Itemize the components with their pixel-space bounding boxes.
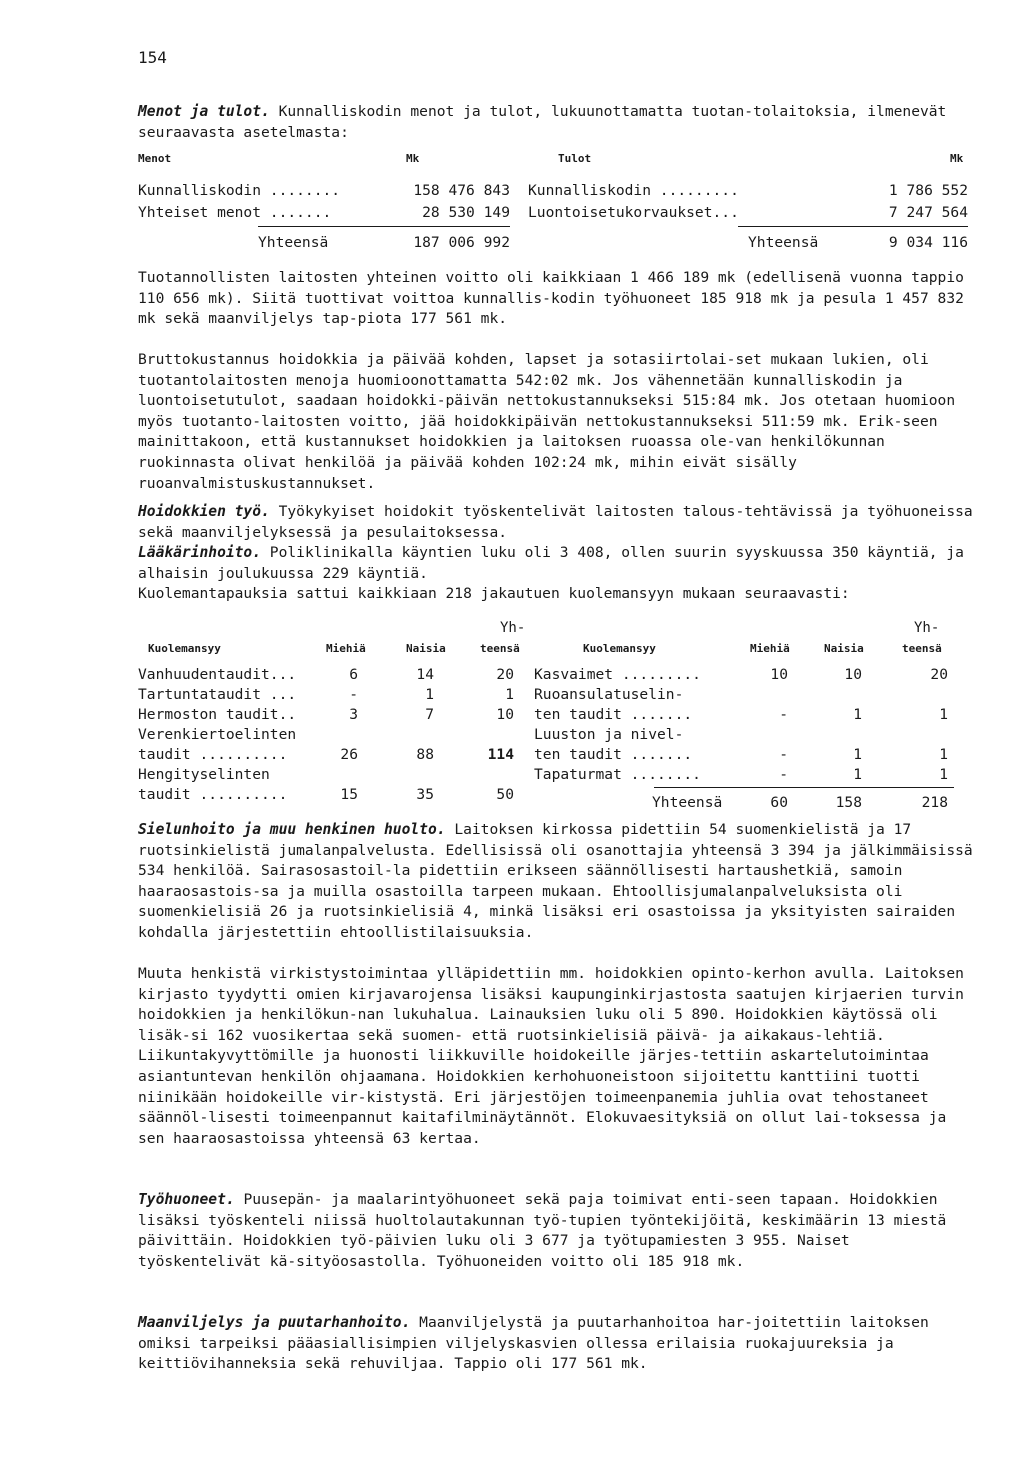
- right-cause-1: Ruoansulatuselin-: [534, 686, 684, 703]
- death-total-all: 218: [921, 794, 948, 811]
- paragraph-maanviljelys: [138, 1313, 978, 1375]
- left-women-2: 7: [425, 706, 434, 723]
- left-men-6: 15: [340, 786, 358, 803]
- right-cause-3: Luuston ja nivel-: [534, 726, 684, 743]
- tulot-header: Tulot: [558, 152, 592, 165]
- menot-total-label: Yhteensä: [258, 234, 329, 251]
- paragraph-muuta-henkista: Muuta henkistä virkistystoimintaa ylläpidettiin mm. hoidokkien opinto-kerhon avulla. Laitoksen kirjasto tyydytti omien kirjavarojensa lisäksi kaupunginkirjastosta saatujen kirjaerien turvin hoidokkien ja henkilökun-nan lukuhalua. Lainauksien luku oli 5 890. Hoidokkien käytössä oli lisäk-si 162 vuosikertaa sekä suomen- että ruotsinkielisiä päivä- ja aikakaus-lehtiä. Liikuntakyvyttömille ja huonosti liikkuville hoidokeille järjes-tettiin askartelutoimintaa asiantuntevan henkilön ohjaamana. Hoidokkien kerhohuoneistoon sijoitettu kanttiini tuotti niinikään hoidokeille vir-kistystä. Eri järjestöjen toimeenpanemia juhlia ovat tehostaneet säännöl-lisesti toimeenpannut kaitafilminäytännöt. Elokuvaesityksiä on ollut lai-toksessa ja sen haaraosastoissa yhteensä 63 kertaa.: [138, 965, 964, 1147]
- left-total-4: 114: [487, 746, 514, 763]
- left-cause-4: taudit ..........: [138, 746, 288, 763]
- tulot-sum-rule: [738, 226, 968, 227]
- maanviljelys-text: Maanviljelystä ja puutarhanhoitoa har-joitettiin laitoksen omiksi tarpeiksi pääasiallisimpien viljelyskasvien ollessa erilaisia ruokajuureksia ja keittiövihanneksia sekä rehuviljaa. Tappio oli 177 561 mk.: [138, 1314, 929, 1373]
- paragraph-bruttokustannus: Bruttokustannus hoidokkia ja päivää kohden, lapset ja sotasiirtolai-set mukaan lukien, oli tuotantolaitosten menoja huomioonottamatta 542:02 mk. Jos vähennetään kunnalliskodin ja luontoisetutulot, saadaan hoidokki-päivän nettokustannukseksi 515:84 mk. Jos otetaan huomioon myös tuotanto-laitosten voitto, jää hoidokkipäivän nettokustannukseksi 511:59 mk. Erik-seen mainittakoon, että kustannukset hoidokkien ja laitoksen ruoassa ole-van henkilökunnan ruokinnasta olivat henkilöä ja päivää kohden 102:24 mk, mihin eivät sisälly ruoanvalmistuskustannukset.: [138, 351, 956, 492]
- hoidokkien-text: Työkykyiset hoidokit työskentelivät laitosten talous-tehtävissä ja työhuoneissa sekä maanviljelyksessä ja pesulaitoksessa.: [138, 503, 973, 541]
- left-total-header: teensä: [480, 642, 520, 655]
- tyohuoneet-text: Puusepän- ja maalarintyöhuoneet sekä paja toimivat enti-seen tapaan. Hoidokkien lisäksi työskenteli niissä huoltolautakunnan työ-tupien työntekijöitä, keskimäärin 13 miestä päivittäin. Hoidokkien työ-päivien luku oli 3 677 ja työtupamiesten 3 955. Naiset työskentelivät kä-sityöosastolla. Työhuoneiden voitto oli 185 918 mk.: [138, 1191, 947, 1270]
- sielunhoito-text: Laitoksen kirkossa pidettiin 54 suomenkielistä ja 17 ruotsinkielistä jumalanpalvelusta. Edellisissä oli osanottajia yhteensä 3 394 ja jälkimmäisissä 534 henkilöä. Sairasosastoil-la pidettiin erikseen säännöllisesti hartaushetkiä, samoin haaraosastois-sa ja muilla osastoilla tarpeen mukaan. Ehtoollisjumalanpalveluksista oli suomenkielisiä 26 ja ruotsinkielisiä 4, minkä lisäksi eri osastoissa ja yksityisten sairaiden kohdalla järjestettiin ehtoollistilaisuuksia.: [138, 821, 973, 941]
- right-total-5: 1: [939, 766, 948, 783]
- left-cause-0: Vanhuudentaudit...: [138, 666, 297, 683]
- section-title-laakarinhoito: Lääkärinhoito.: [138, 544, 262, 561]
- death-total-women: 158: [835, 794, 862, 811]
- right-total-0: 20: [930, 666, 948, 683]
- tulot-label-1: Kunnalliskodin .........: [528, 182, 739, 199]
- right-men-header: Miehiä: [750, 642, 790, 655]
- death-total-men: 60: [770, 794, 788, 811]
- left-cause-2: Hermoston taudit..: [138, 706, 297, 723]
- left-cause-header: Kuolemansyy: [148, 642, 221, 655]
- section-title-hoidokkien-tyo: Hoidokkien työ.: [138, 503, 270, 520]
- left-cause-5: Hengityselinten: [138, 766, 270, 783]
- right-women-2: 1: [853, 706, 862, 723]
- left-men-2: 3: [349, 706, 358, 723]
- paragraph-laakarinhoito: [138, 543, 978, 584]
- tulot-total-value: 9 034 116: [888, 234, 968, 251]
- right-women-header: Naisia: [824, 642, 864, 655]
- menot-value-1: 158 476 843: [413, 182, 510, 199]
- right-women-4: 1: [853, 746, 862, 763]
- paragraph-voitto: Tuotannollisten laitosten yhteinen voitto oli kaikkiaan 1 466 189 mk (edellisenä vuonna tappio 110 656 mk). Siitä tuottivat voittoa kunnallis-kodin työhuoneet 185 918 mk ja pesula 1 457 832 mk sekä maanviljelys tap-piota 177 561 mk.: [138, 269, 964, 328]
- left-women-6: 35: [416, 786, 434, 803]
- right-cause-5: Tapaturmat ........: [534, 766, 701, 783]
- right-men-4: -: [779, 746, 788, 763]
- paragraph-kuolemantapaukset: Kuolemantapauksia sattui kaikkiaan 218 jakautuen kuolemansyyn mukaan seuraavasti:: [138, 585, 850, 602]
- right-men-0: 10: [770, 666, 788, 683]
- section-title-sielunhoito: Sielunhoito ja muu henkinen huolto.: [138, 821, 446, 838]
- menot-total-value: 187 006 992: [413, 234, 510, 251]
- intro-text: Kunnalliskodin menot ja tulot, lukuunottamatta tuotan-tolaitoksia, ilmenevät seuraavasta asetelmasta:: [138, 103, 947, 141]
- tulot-value-2: 7 247 564: [888, 204, 968, 221]
- right-cause-header: Kuolemansyy: [583, 642, 656, 655]
- left-total-header-top: Yh-: [500, 620, 526, 636]
- left-men-0: 6: [349, 666, 358, 683]
- left-men-4: 26: [340, 746, 358, 763]
- right-cause-2: ten taudit .......: [534, 706, 693, 723]
- left-cause-1: Tartuntataudit ...: [138, 686, 297, 703]
- laakari-text: Poliklinikalla käyntien luku oli 3 408, ollen suurin syyskuussa 350 käyntiä, ja alhaisin joulukuussa 229 käyntiä.: [138, 544, 964, 582]
- right-cause-4: ten taudit .......: [534, 746, 693, 763]
- menot-mk-header: Mk: [406, 152, 420, 165]
- left-total-2: 10: [496, 706, 514, 723]
- left-men-header: Miehiä: [326, 642, 366, 655]
- right-women-5: 1: [853, 766, 862, 783]
- right-men-2: -: [779, 706, 788, 723]
- right-total-2: 1: [939, 706, 948, 723]
- left-total-1: 1: [505, 686, 514, 703]
- section-title-maanviljelys: Maanviljelys ja puutarhanhoito.: [138, 1314, 411, 1331]
- tulot-label-2: Luontoisetukorvaukset...: [528, 204, 739, 221]
- left-women-header: Naisia: [406, 642, 446, 655]
- tulot-value-1: 1 786 552: [888, 182, 968, 199]
- right-cause-0: Kasvaimet .........: [534, 666, 701, 683]
- death-total-rule: [654, 787, 954, 788]
- tulot-total-label: Yhteensä: [748, 234, 819, 251]
- left-total-0: 20: [496, 666, 514, 683]
- menot-value-2: 28 530 149: [422, 204, 510, 221]
- death-total-label: Yhteensä: [652, 794, 723, 811]
- paragraph-sielunhoito: [138, 820, 978, 944]
- left-women-0: 14: [416, 666, 434, 683]
- paragraph-tyohuoneet: [138, 1190, 978, 1272]
- left-cause-6: taudit ..........: [138, 786, 288, 803]
- right-total-4: 1: [939, 746, 948, 763]
- left-women-4: 88: [416, 746, 434, 763]
- menot-header: Menot: [138, 152, 172, 165]
- section-title-tyohuoneet: Työhuoneet.: [138, 1191, 235, 1208]
- paragraph-hoidokkien-tyo: [138, 502, 978, 543]
- left-men-1: -: [349, 686, 358, 703]
- intro-paragraph: [138, 102, 978, 143]
- right-total-header-top: Yh-: [914, 620, 940, 636]
- page-number: 154: [138, 48, 167, 67]
- left-women-1: 1: [425, 686, 434, 703]
- left-total-6: 50: [496, 786, 514, 803]
- right-total-header: teensä: [902, 642, 942, 655]
- menot-sum-rule: [258, 226, 510, 227]
- section-title-menot-tulot: Menot ja tulot.: [138, 103, 270, 120]
- right-women-0: 10: [844, 666, 862, 683]
- menot-label-2: Yhteiset menot .......: [138, 204, 332, 221]
- left-cause-3: Verenkiertoelinten: [138, 726, 297, 743]
- tulot-mk-header: Mk: [950, 152, 964, 165]
- right-men-5: -: [779, 766, 788, 783]
- menot-label-1: Kunnalliskodin ........: [138, 182, 341, 199]
